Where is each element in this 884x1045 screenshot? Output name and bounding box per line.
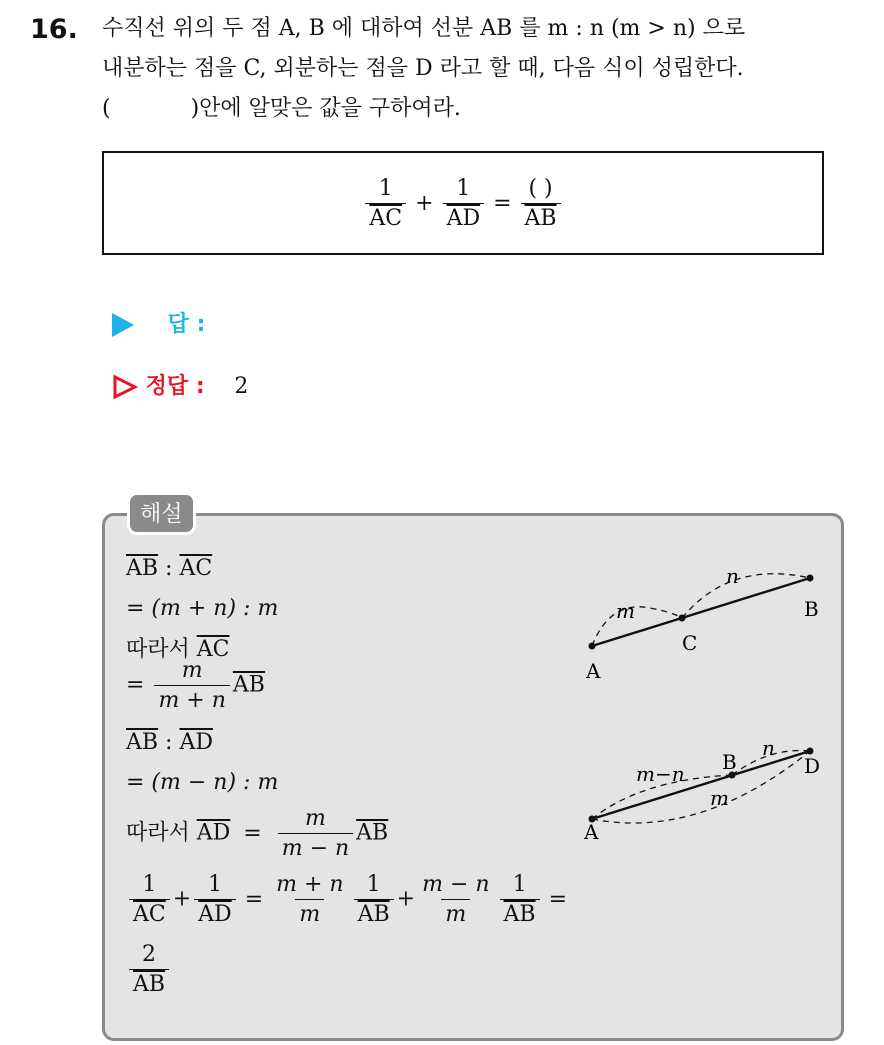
label-n: n <box>762 736 775 760</box>
explanation-line-9 <box>126 942 172 997</box>
explanation-line-8 <box>126 872 573 927</box>
fraction-m-minus-n-over-m <box>418 872 493 927</box>
question-line-3-text: )안에 알맞은 값을 구하여라. <box>190 96 461 121</box>
question-number: 16. <box>30 14 78 45</box>
equals-sign: = <box>126 672 145 698</box>
fraction-1-over-ac <box>365 176 406 231</box>
correct-answer-value: 2 <box>234 374 249 399</box>
arc-m <box>592 607 682 646</box>
segment-ab: $\overline{AB}$ <box>126 730 159 755</box>
formula-box <box>102 151 824 255</box>
fraction-1-over-ab <box>354 872 394 927</box>
label-m-minus-n: m−n <box>636 762 685 786</box>
fraction-m-over-m-minus-n <box>278 806 353 861</box>
numerator: 1 <box>456 175 471 201</box>
numerator: m + n <box>276 872 344 897</box>
numerator: m <box>181 658 203 683</box>
segment-ab: AB <box>500 899 540 927</box>
label-b: B <box>804 597 819 621</box>
denominator: m <box>441 899 470 927</box>
numerator: 1 <box>512 872 527 897</box>
numerator: 1 <box>207 872 222 897</box>
point-a <box>589 643 596 650</box>
segment-ab: AB <box>521 203 561 231</box>
denominator: m + n <box>154 685 229 713</box>
fraction-m-plus-n-over-m <box>272 872 347 927</box>
diagram-external-division <box>580 735 830 850</box>
fraction-1-over-ad <box>194 872 236 927</box>
text-therefore: 따라서 <box>126 637 197 662</box>
segment-ab: $\overline{AB}$ <box>232 672 265 698</box>
numerator: 2 <box>142 942 157 967</box>
fraction-m-over-m-plus-n <box>154 658 229 713</box>
denominator: m − n <box>278 833 353 861</box>
filled-triangle-icon <box>112 313 134 337</box>
fraction-2-over-ab <box>129 942 169 997</box>
explanation-line-2: = (m + n) : m <box>126 596 279 621</box>
segment-ab: AB <box>354 899 394 927</box>
plus-sign: + <box>396 886 416 912</box>
label-c: C <box>682 631 698 655</box>
label-b: B <box>722 750 737 774</box>
blank-numerator: ( ) <box>528 175 553 201</box>
numerator: m <box>305 806 326 831</box>
plus-sign: + <box>415 190 434 216</box>
ratio-sep: : <box>158 730 180 755</box>
fraction-blank-over-ab <box>521 176 561 231</box>
point-c <box>679 615 686 622</box>
segment-ab: $\overline{AB}$ <box>356 820 389 846</box>
label-n: n <box>726 564 739 588</box>
answer-row <box>112 307 205 338</box>
equals-sign: = <box>493 190 512 216</box>
label-a: A <box>584 820 599 844</box>
segment-ad: AD <box>443 203 485 231</box>
segment-ad: AD <box>194 899 236 927</box>
ratio-sep: : <box>158 556 180 581</box>
blank-open-paren: ( <box>102 96 111 121</box>
explanation-line-4 <box>126 658 265 713</box>
explanation-line-6: = (m − n) : m <box>126 770 279 795</box>
segment-ac: $\overline{AC}$ <box>196 637 230 662</box>
explanation-line-5 <box>126 730 213 755</box>
numerator: 1 <box>378 175 393 201</box>
segment-ad: $\overline{AD}$ <box>196 820 231 846</box>
diagram-internal-division <box>580 560 830 690</box>
explanation-line-1 <box>126 556 212 581</box>
segment-ad-line <box>592 751 810 819</box>
denominator: m <box>295 899 324 927</box>
equals-sign: = <box>243 820 262 846</box>
question-line-3 <box>102 94 461 124</box>
segment-ac: AC <box>365 203 406 231</box>
equals-sign: = <box>548 886 568 912</box>
fraction-1-over-ac <box>129 872 170 927</box>
answer-label: 답 : <box>167 312 206 337</box>
fraction-1-over-ad <box>443 176 485 231</box>
fraction-1-over-ab <box>500 872 540 927</box>
segment-ab: $\overline{AB}$ <box>126 556 159 581</box>
segment-ab: AB <box>129 969 169 997</box>
segment-ac: $\overline{AC}$ <box>179 556 213 581</box>
numerator: 1 <box>142 872 157 897</box>
segment-ac: AC <box>129 899 170 927</box>
explanation-tag: 해설 <box>127 492 196 535</box>
numerator: 1 <box>366 872 381 897</box>
numerator: m − n <box>422 872 490 897</box>
label-m: m <box>616 599 635 623</box>
explanation-line-7 <box>126 806 388 861</box>
text-therefore: 따라서 <box>126 820 197 846</box>
correct-answer-label: 정답 : <box>145 374 205 399</box>
segment-ad: $\overline{AD}$ <box>179 730 213 755</box>
question-line-2: 내분하는 점을 C, 외분하는 점을 D 라고 할 때, 다음 식이 성립한다. <box>102 56 744 81</box>
label-a: A <box>586 659 601 683</box>
label-d: D <box>804 754 821 778</box>
point-b <box>807 575 814 582</box>
plus-sign: + <box>172 886 192 912</box>
question-line-1: 수직선 위의 두 점 A, B 에 대하여 선분 AB 를 m : n (m > n) 으로 <box>102 16 746 41</box>
label-m: m <box>710 786 729 810</box>
outline-triangle-icon <box>112 374 138 400</box>
correct-answer-row <box>112 369 248 400</box>
equals-sign: = <box>244 886 264 912</box>
